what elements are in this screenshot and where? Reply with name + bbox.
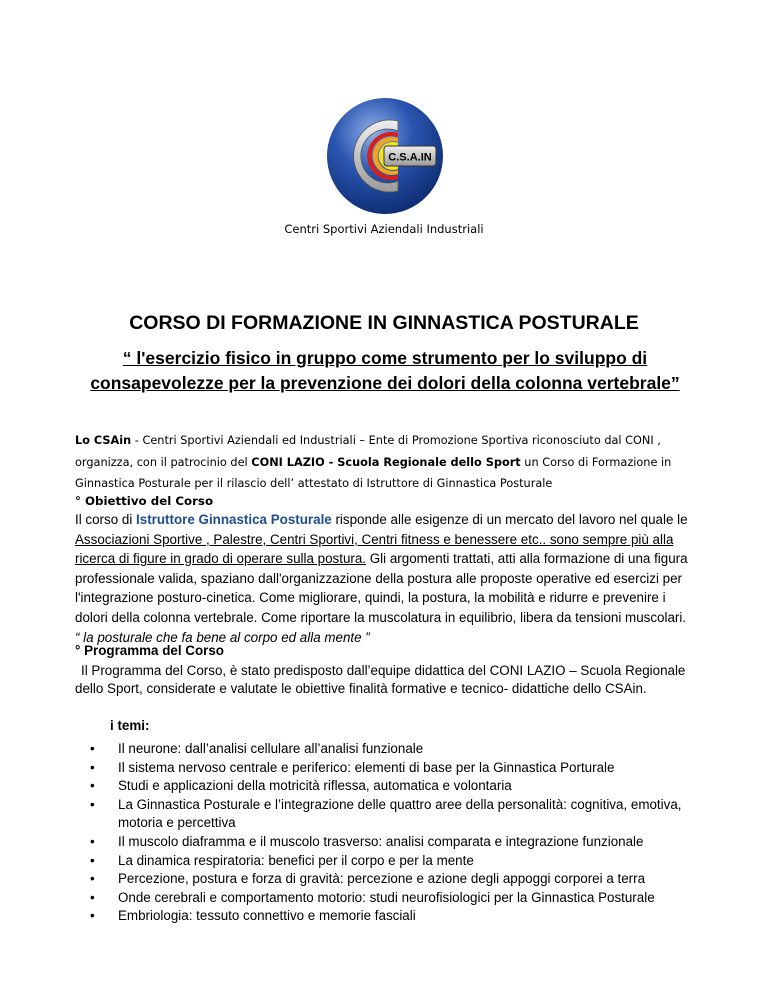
bullet-icon: • [90,852,95,868]
list-item: • Il sistema nervoso centrale e periferico: elementi di base per la Ginnastica Porturale [90,759,710,778]
list-item: • Studi e applicazioni della motricità riflessa, automatica e volontaria [90,777,710,796]
program-heading: ° Programma del Corso [75,643,224,658]
list-item: • Embriologia: tessuto connettivo e memorie fasciali [90,907,710,926]
objective-text-3: Gli argomenti trattati, atti alla formazione di una figura professionale valida, spaziano dall'organizzazione della postura alle proposte operative ed esercizi per l'integrazione posturo-cinetica. Come migliorare, quindi, la postura, la mobilità e ridurre e prevenire i dolori della colonna vertebrale. Come riportare la muscolatura in equilibrio, libera da tensioni muscolari. [75,551,688,625]
bullet-icon: • [90,759,95,775]
objective-text-1: Il corso di [75,512,137,527]
intro-text-2: un Corso di Formazione in Ginnastica Posturale per il rilascio dell’ attestato di Istruttore di Ginnastica Posturale [75,455,672,490]
intro-text-1: - Centri Sportivi Aziendali ed Industriali – Ente di Promozione Sportiva riconosciuto dal CONI , organizza, con il patrocinio del [75,434,661,469]
list-item: • Percezione, postura e forza di gravità: percezione e azione degli appoggi corporei a terra [90,870,710,889]
bullet-icon: • [90,796,95,812]
objective-highlight: Istruttore Ginnastica Posturale [136,512,332,527]
topics-label: i temi: [110,718,150,733]
objective-heading: ° Obiettivo del Corso [75,494,214,508]
csain-logo [326,97,444,215]
bullet-icon: • [90,908,95,924]
list-item: • La Ginnastica Posturale e l’integrazione delle quattro aree della personalità: cognitiva, emotiva, motoria e percettiva [90,796,682,831]
bullet-icon: • [90,833,95,849]
bullet-icon: • [90,778,95,794]
list-item: • La dinamica respiratoria: benefici per il corpo e per la mente [90,852,710,871]
objective-underlined: Associazioni Sportive , Palestre, Centri Sportivi, Centri fitness e benessere etc.. sono sempre più alla ricerca di figure in grado di operare sulla postura. [75,531,674,567]
logo-text: C.S.A.IN [388,151,432,164]
intro-patron: CONI LAZIO - Scuola Regionale dello Sport [251,455,521,469]
program-paragraph: Il Programma del Corso, è stato predisposto dall’equipe didattica del CONI LAZIO – Scuola Regionale dello Sport, considerate e valutate le obiettive finalità formative e tecnico- didattiche dello CSAin. [75,663,686,697]
list-item: • Il muscolo diaframma e il muscolo trasverso: analisi comparata e integrazione funzionale [90,833,710,852]
intro-paragraph [75,430,700,495]
document-subtitle: “ l'esercizio fisico in gruppo come strumento per lo sviluppo di consapevolezze per la prevenzione dei dolori della colonna vertebrale” [90,348,680,393]
list-item: • Onde cerebrali e comportamento motorio: studi neurofisiologici per la Ginnastica Posturale [90,889,710,908]
objective-quote: “ la posturale che fa bene al corpo ed alla mente ” [75,629,370,645]
logo-caption: Centri Sportivi Aziendali Industriali [284,222,484,236]
topics-list [90,740,710,926]
bullet-icon: • [90,871,95,887]
document-title: CORSO DI FORMAZIONE IN GINNASTICA POSTURALE [129,312,639,334]
bullet-icon: • [90,741,95,756]
objective-text-2: risponde alle esigenze di un mercato del lavoro nel quale le [331,512,688,527]
bullet-icon: • [90,889,95,905]
objective-paragraph [75,510,700,647]
intro-org-name: Lo CSAin [75,434,132,447]
list-item: • Il neurone: dall’analisi cellulare all’analisi funzionale [90,740,710,759]
